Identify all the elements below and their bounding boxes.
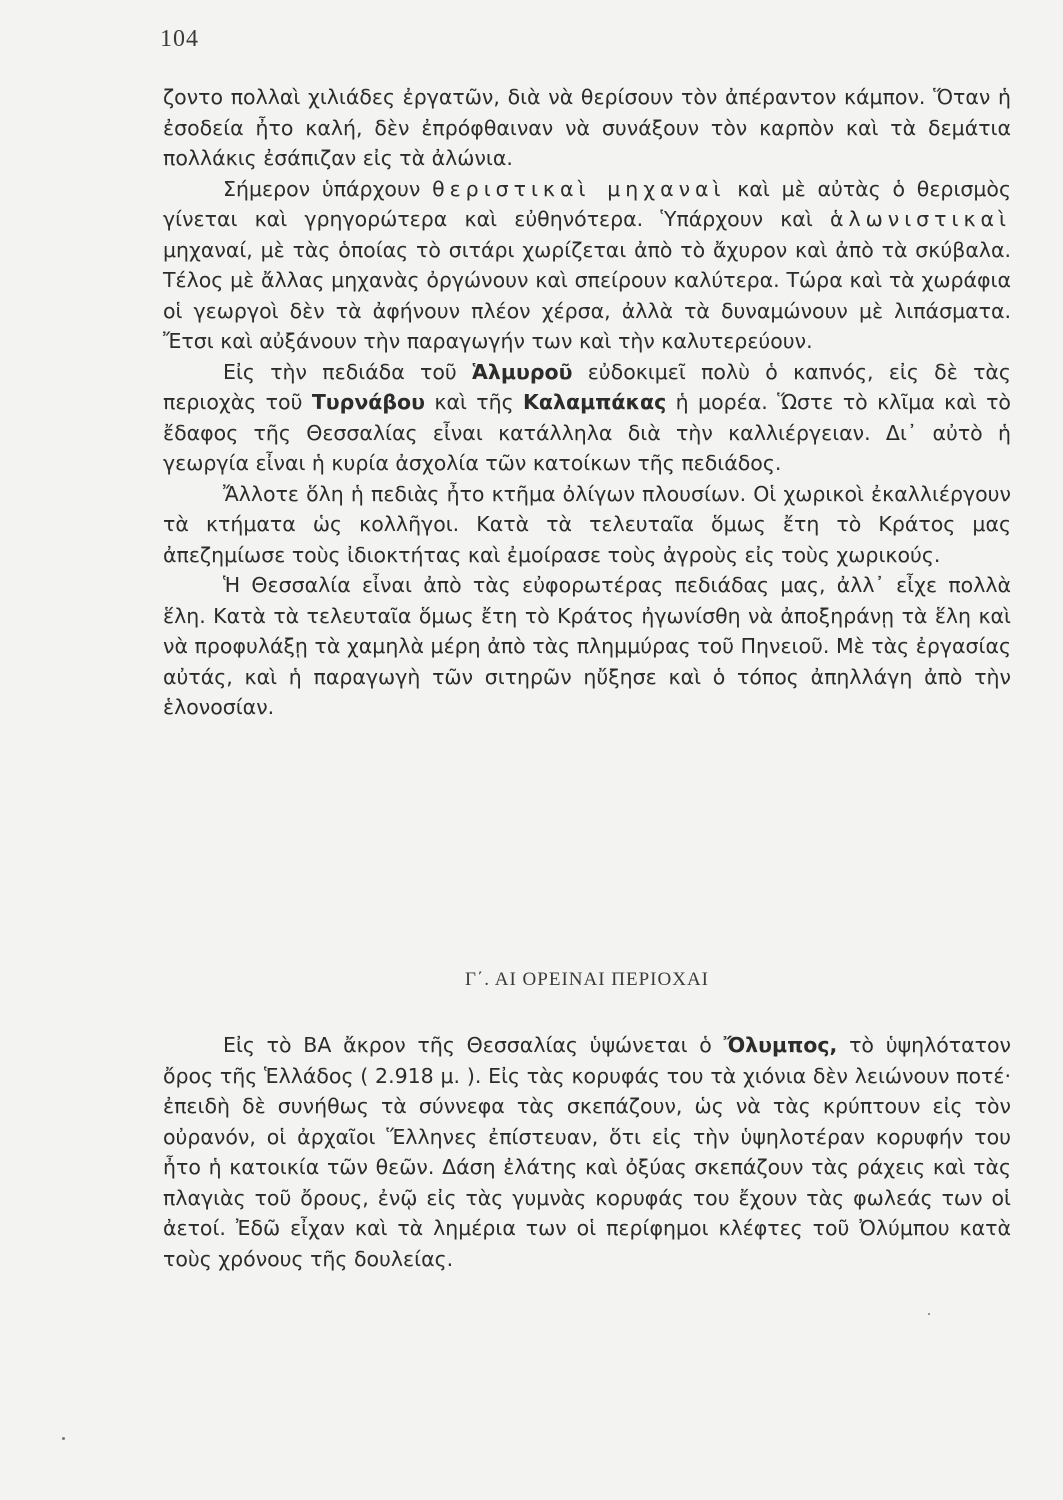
place-almyros: Ἁλμυροῦ [472, 359, 573, 384]
page-number: 104 [160, 26, 199, 52]
paragraph-machines-part-c: καὶ μὲ αὐτὰς ὁ θερισμὸς γίνεται καὶ γρηγορώτερα καὶ εὐθηνότερα. Ὑπάρχουν καὶ [163, 176, 1011, 231]
paragraph-machines-part-a: Σήμερον ὑπάρχουν [223, 176, 421, 201]
paragraph-marshes: Ἡ Θεσσαλία εἶναι ἀπὸ τὰς εὐφορωτέρας πεδιάδας μας, ἀλλ᾿ εἶχε πολλὰ ἕλη. Κατὰ τὰ τελευταῖα ὅμως ἔτη τὸ Κράτος ἠγωνίσθη νὰ ἀποξηράνῃ τὰ ἕλη καὶ νὰ προφυλάξῃ τὰ χαμηλὰ μέρη ἀπὸ τὰς πλημμύρας τοῦ Πηνειοῦ. Μὲ τὰς ἐργασίας αὐτάς, καὶ ἡ παραγωγὴ τῶν σιτηρῶν ηὔξησε καὶ ὁ τόπος ἀπηλλάγη ἀπὸ τὴν ἑλονοσίαν. [163, 573, 1011, 719]
section-plains-text [163, 82, 1011, 723]
scan-speck [62, 1437, 65, 1440]
paragraph-crops-part-e: καὶ τῆς [434, 390, 514, 414]
paragraph-machines-part-e: μηχαναί, μὲ τὰς ὁποίας τὸ σιτάρι χωρίζεται ἀπὸ τὸ ἄχυρον καὶ ἀπὸ τὰ σκύβαλα. Τέλος μὲ ἄλλας μηχανὰς ὀργώνουν καὶ σπείρουν καλύτερα. Τώρα καὶ τὰ χωράφια οἱ γεωργοὶ δὲν τὰ ἀφήνουν πλέον χέρσα, ἀλλὰ τὰ δυναμώνουν μὲ λιπάσματα. Ἔτσι καὶ αὐξάνουν τὴν παραγωγήν των καὶ τὴν καλυτερεύουν. [163, 237, 1011, 353]
paragraph-land-reform: Ἄλλοτε ὅλη ἡ πεδιὰς ἦτο κτῆμα ὀλίγων πλουσίων. Οἱ χωρικοὶ ἐκαλλιέργουν τὰ κτήματα ὡς κολλῆγοι. Κατὰ τὰ τελευταῖα ὅμως ἔτη τὸ Κράτος μας ἀπεζημίωσε τοὺς ἰδιοκτήτας καὶ ἐμοίρασε τοὺς ἀγροὺς εἰς τοὺς χωρικούς. [163, 481, 1011, 567]
paragraph-crops-part-c: εὐδοκιμεῖ πολὺ ὁ καπνός, εἰς δὲ τὰς περιοχὰς τοῦ [163, 359, 1011, 414]
section-heading-mountain-regions: Γ΄. ΑΙ ΟΡΕΙΝΑΙ ΠΕΡΙΟΧΑΙ [464, 969, 709, 990]
spaced-term-harvesting-machines: θεριστικαὶ μηχαναὶ [432, 176, 726, 201]
paragraph-crops [163, 357, 1011, 479]
paragraph-olympus-part-c: τὸ ὑψηλότατον ὄρος τῆς Ἑλλάδος ( 2.918 μ. ). Εἰς τὰς κορυφάς του τὰ χιόνια δὲν λειώνουν ποτέ· ἐπειδὴ δὲ συνήθως τὰ σύννεφα τὰς σκεπάζουν, ὡς νὰ τὰς κρύπτουν εἰς τὸν οὐρανόν, οἱ ἀρχαῖοι Ἕλληνες ἐπίστευαν, ὅτι εἰς τὴν ὑψηλοτέραν κορυφήν του ἦτο ἡ κατοικία τῶν θεῶν. Δάση ἐλάτης καὶ ὀξύας σκεπάζουν τὰς ράχεις καὶ τὰς πλαγιὰς τοῦ ὄρους, ἐνῷ εἰς τὰς γυμνὰς κορυφάς του ἔχουν τὰς φωλεάς των οἱ ἀετοί. Ἐδῶ εἶχαν καὶ τὰ λημέρια των οἱ περίφημοι κλέφτες τοῦ Ὀλύμπου κατὰ τοὺς χρόνους τῆς δουλείας. [163, 1033, 1011, 1271]
spaced-term-threshing: ἁλωνιστικαὶ [829, 207, 1011, 231]
paragraph-crops-part-a: Εἰς τὴν πεδιάδα τοῦ [223, 359, 457, 384]
paragraph-machines [163, 174, 1011, 357]
section-mountains-text [163, 1030, 1011, 1274]
paragraph-harvest: ζοντο πολλαὶ χιλιάδες ἐργατῶν, διὰ νὰ θερίσουν τὸν ἀπέραντον κάμπον. Ὅταν ἡ ἐσοδεία ἦτο καλή, δὲν ἐπρόφθαιναν νὰ συνάξουν τὸν καρπὸν καὶ τὰ δεμάτια πολλάκις ἐσάπιζαν εἰς τὰ ἀλώνια. [163, 85, 1011, 170]
paragraph-olympus [163, 1030, 1011, 1274]
scan-speck [928, 1313, 930, 1315]
paragraph-crops-part-g: ἡ μορέα. Ὥστε τὸ κλῖμα καὶ τὸ ἔδαφος τῆς Θεσσαλίας εἶναι κατάλληλα διὰ τὴν καλλιέργειαν. Δι᾿ αὐτὸ ἡ γεωργία εἶναι ἡ κυρία ἀσχολία τῶν κατοίκων τῆς πεδιάδος. [163, 390, 1011, 475]
paragraph-olympus-part-a: Εἰς τὸ ΒΑ ἄκρον τῆς Θεσσαλίας ὑψώνεται ὁ [223, 1033, 712, 1057]
place-tyrnavos: Τυρνάβου [311, 390, 425, 414]
place-kalambaka: Καλαμπάκας [523, 390, 667, 414]
place-olympus: Ὄλυμπος, [723, 1033, 838, 1057]
